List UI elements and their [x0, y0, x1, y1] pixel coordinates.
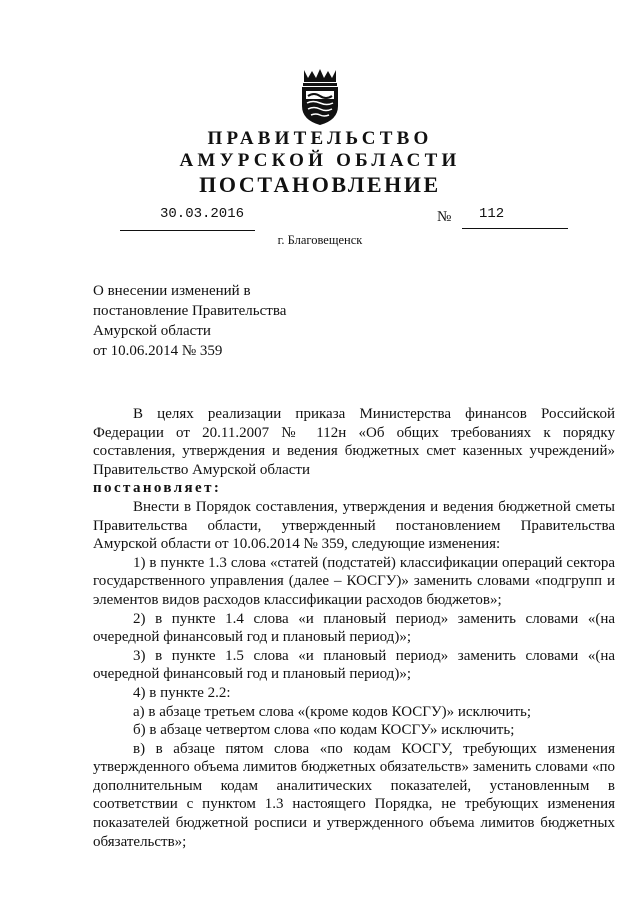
number-sign: №: [437, 209, 452, 225]
subject-line: Амурской области: [93, 323, 211, 339]
document-date: 30.03.2016: [160, 206, 245, 222]
document-subject: [93, 281, 286, 361]
resolution-word: постановляет:: [93, 480, 222, 497]
document-type-title: ПОСТАНОВЛЕНИЕ: [199, 172, 441, 197]
subject-line: О внесении изменений в: [93, 283, 251, 299]
body-paragraph: Внести в Порядок составления, утверждения и ведения бюджетной сметы Правительства области, утвержденный постановлением Правительства Амурской области от 10.06.2014 № 359, следующие изменения:: [93, 498, 615, 553]
document-number: 112: [479, 206, 505, 222]
body-paragraph: а) в абзаце третьем слова «(кроме кодов КОСГУ)» исключить;: [133, 703, 532, 720]
subject-line: постановление Правительства: [93, 303, 287, 319]
body-paragraph: б) в абзаце четвертом слова «по кодам КОСГУ» исключить;: [133, 722, 515, 739]
date-underline: [120, 230, 255, 231]
government-title-line1: ПРАВИТЕЛЬСТВО: [207, 128, 433, 149]
body-paragraph: 4) в пункте 2.2:: [133, 684, 231, 701]
body-paragraph: 1) в пункте 1.3 слова «статей (подстатей) классификации операций сектора государственного управления (далее – КОСГУ)» заменить словами «подгрупп и элементов видов расходов классификации расходов бюджетов»;: [93, 554, 615, 608]
body-paragraph: в) в абзаце пятом слова «по кодам КОСГУ, требующих изменения утвержденного объема лимитов бюджетных обязательств» заменить словами «по дополнительным кодам аналитических показателей, установленным в соответствии с пунктом 1.3 настоящего Порядка, не требующих изменения показателей бюджетной росписи и утвержденного объема лимитов бюджетных обязательств»;: [93, 740, 615, 850]
government-title-line2: АМУРСКОЙ ОБЛАСТИ: [179, 150, 461, 171]
body-paragraph: 3) в пункте 1.5 слова «и плановый период» заменить словами «(на очередной финансовый год и плановый период)»;: [93, 647, 615, 683]
coat-of-arms-emblem: [298, 66, 342, 126]
preamble-paragraph: В целях реализации приказа Министерства финансов Российской Федерации от 20.11.2007 № 112н «Об общих требованиях к порядку составления, утверждения и ведения бюджетных смет казенных учреждений» Правительство Амурской области: [93, 406, 615, 478]
document-body: [93, 405, 615, 851]
city-name: г. Благовещенск: [277, 233, 363, 247]
subject-line: от 10.06.2014 № 359: [93, 343, 223, 359]
number-underline: [462, 228, 568, 229]
body-paragraph: 2) в пункте 1.4 слова «и плановый период» заменить словами «(на очередной финансовый год и плановый период)»;: [93, 610, 615, 646]
